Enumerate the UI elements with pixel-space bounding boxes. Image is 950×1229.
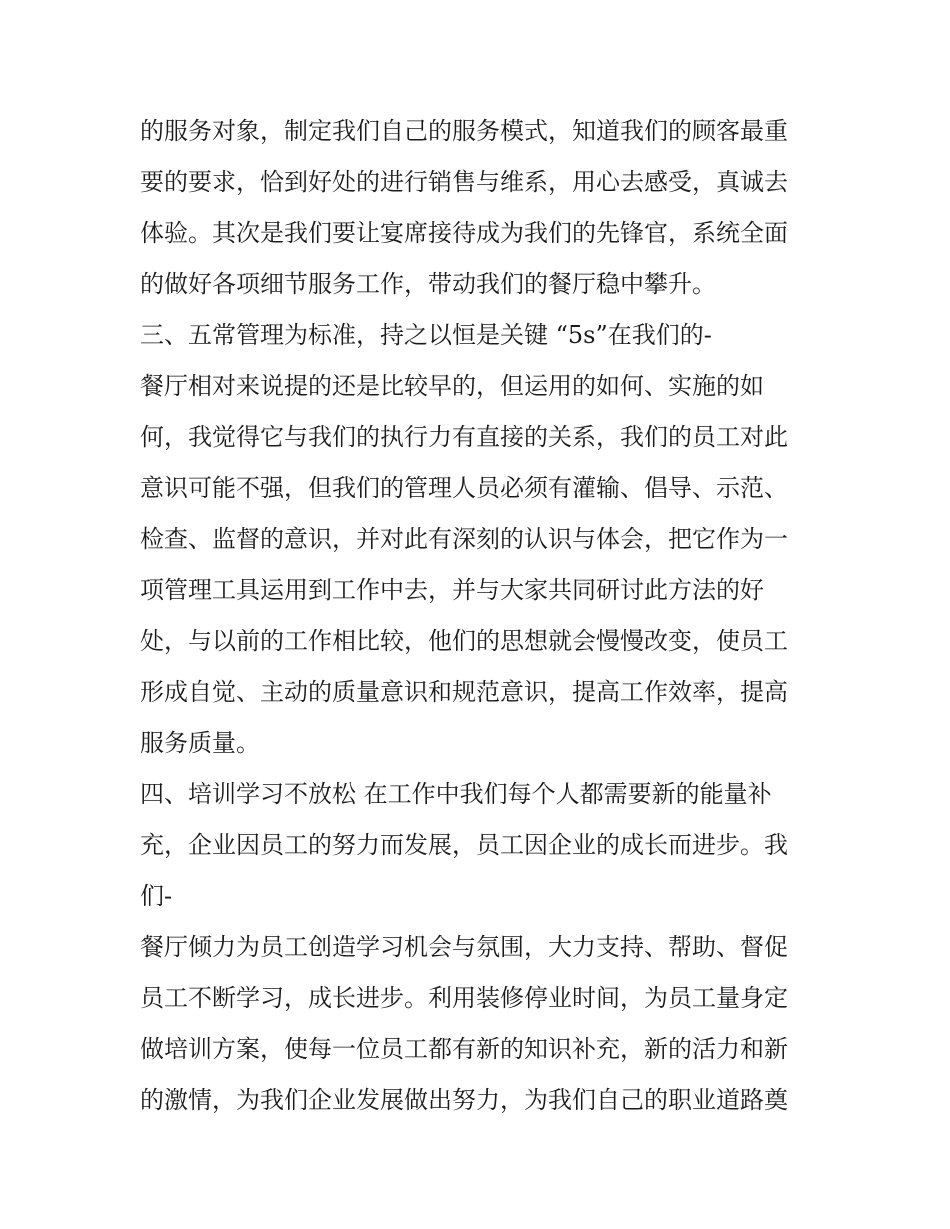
document-body <box>140 106 820 1126</box>
text-line: 们- <box>140 882 173 910</box>
text-line: 餐厅相对来说提的还是比较早的，但运用的如何、实施的如 <box>140 372 764 400</box>
text-line: 的激情，为我们企业发展做出努力，为我们自己的职业道路奠 <box>140 1086 788 1114</box>
text-line: 项管理工具运用到工作中去，并与大家共同研讨此方法的好 <box>140 576 764 604</box>
text-line: 要的要求，恰到好处的进行销售与维系，用心去感受，真诚去 <box>140 168 788 196</box>
text-line: 体验。其次是我们要让宴席接待成为我们的先锋官，系统全面 <box>140 219 788 247</box>
text-line: 检查、监督的意识，并对此有深刻的认识与体会，把它作为一 <box>140 525 788 553</box>
text-line: 的做好各项细节服务工作，带动我们的餐厅稳中攀升。 <box>140 270 716 298</box>
text-line: 员工不断学习，成长进步。利用装修停业时间，为员工量身定 <box>140 984 788 1012</box>
text-line: 充，企业因员工的努力而发展，员工因企业的成长而进步。我 <box>140 831 788 859</box>
text-line: 的服务对象，制定我们自己的服务模式，知道我们的顾客最重 <box>140 117 788 145</box>
text-line: 处，与以前的工作相比较，他们的思想就会慢慢改变，使员工 <box>140 627 788 655</box>
text-line: 何，我觉得它与我们的执行力有直接的关系，我们的员工对此 <box>140 423 788 451</box>
text-line: 做培训方案，使每一位员工都有新的知识补充，新的活力和新 <box>140 1035 788 1063</box>
text-line: 服务质量。 <box>140 729 260 757</box>
section-heading-line: 三、五常管理为标准，持之以恒是关键 “5s”在我们的- <box>140 321 712 349</box>
text-line: 形成自觉、主动的质量意识和规范意识，提高工作效率，提高 <box>140 678 788 706</box>
text-line: 意识可能不强，但我们的管理人员必须有灌输、倡导、示范、 <box>140 474 788 502</box>
text-line: 餐厅倾力为员工创造学习机会与氛围，大力支持、帮助、督促 <box>140 933 788 961</box>
section-heading-line: 四、培训学习不放松 在工作中我们每个人都需要新的能量补 <box>140 780 772 808</box>
